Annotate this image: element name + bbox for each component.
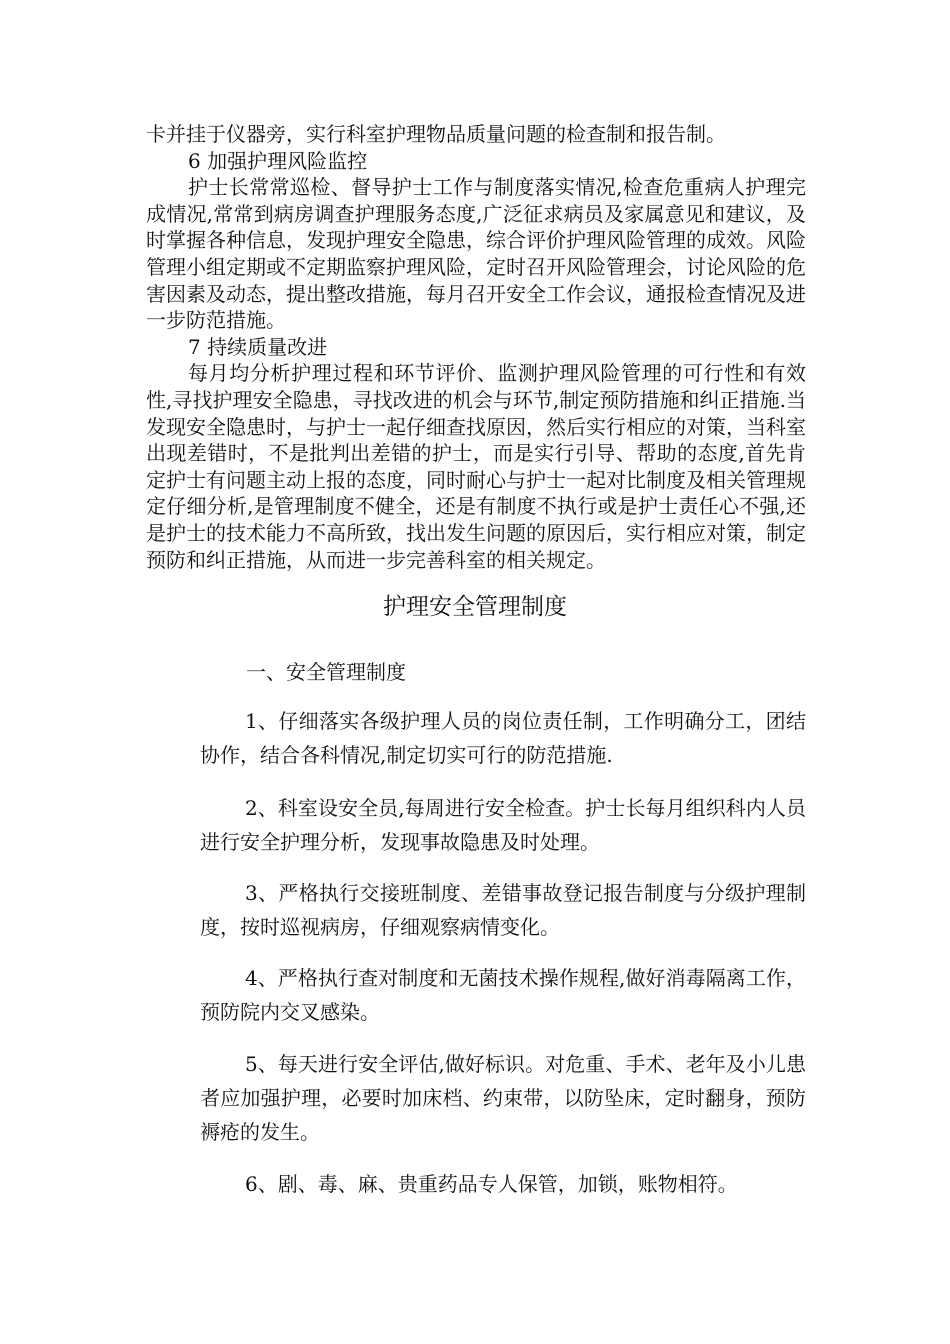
rule-item-2-block [200,791,806,859]
rule-item-4-block [200,961,806,1029]
document-title: 护理安全管理制度 [383,594,567,620]
section-6-heading: 6 加强护理风险监控 [188,148,368,173]
rule-item: 3、严格执行交接班制度、差错事故登记报告制度与分级护理制度，按时巡视病房，仔细观察病情变化。 [200,881,806,939]
rule-item: 4、严格执行查对制度和无菌技术操作规程,做好消毒隔离工作，预防院内交叉感染。 [200,966,806,1024]
rule-item-5-block [200,1047,806,1149]
rule-item: 2、科室设安全员,每周进行安全检查。护士长每月组织科内人员进行安全护理分析，发现事故隐患及时处理。 [200,796,806,854]
section-7-body: 每月均分析护理过程和环节评价、监测护理风险管理的可行性和有效性,寻找护理安全隐患，寻找改进的机会与环节,制定预防措施和纠正措施.当发现安全隐患时，与护士一起仔细查找原因，然后实行相应的对策，当科室出现差错时，不是批判出差错的护士，而是实行引导、帮助的态度,首先肯定护士有问题主动上报的态度，同时耐心与护士一起对比制度及相关管理规定仔细分析,是管理制度不健全，还是有制度不执行或是护士责任心不强,还是护士的技术能力不高所致，找出发生问题的原因后，实行相应对策，制定预防和纠正措施，从而进一步完善科室的相关规定。 [146,361,806,572]
rule-item: 1、仔细落实各级护理人员的岗位责任制，工作明确分工，团结协作，结合各科情况,制定切实可行的防范措施. [200,709,806,767]
rule-item-6-block [200,1167,806,1201]
section-6-body: 护士长常常巡检、督导护士工作与制度落实情况,检查危重病人护理完成情况,常常到病房调查护理服务态度,广泛征求病员及家属意见和建议，及时掌握各种信息，发现护理安全隐患，综合评价护理风险管理的成效。风险管理小组定期或不定期监察护理风险，定时召开风险管理会，讨论风险的危害因素及动态，提出整改措施，每月召开安全工作会议，通报检查情况及进一步防范措施。 [146,175,806,333]
rule-item: 6、剧、毒、麻、贵重药品专人保管，加锁，账物相符。 [245,1172,738,1196]
rules-heading: 一、安全管理制度 [246,660,406,684]
rule-item-3-block [200,876,806,944]
rules-heading-block [246,655,806,689]
rule-item-1-block [200,704,806,772]
continuation-line: 卡并挂于仪器旁，实行科室护理物品质量问题的检查制和报告制。 [146,122,726,146]
rule-item: 5、每天进行安全评估,做好标识。对危重、手术、老年及小儿患者应加强护理，必要时加床档、约束带，以防坠床，定时翻身，预防褥疮的发生。 [200,1052,806,1144]
section-7-heading: 7 持续质量改进 [188,334,328,359]
continued-text-block [146,121,806,573]
